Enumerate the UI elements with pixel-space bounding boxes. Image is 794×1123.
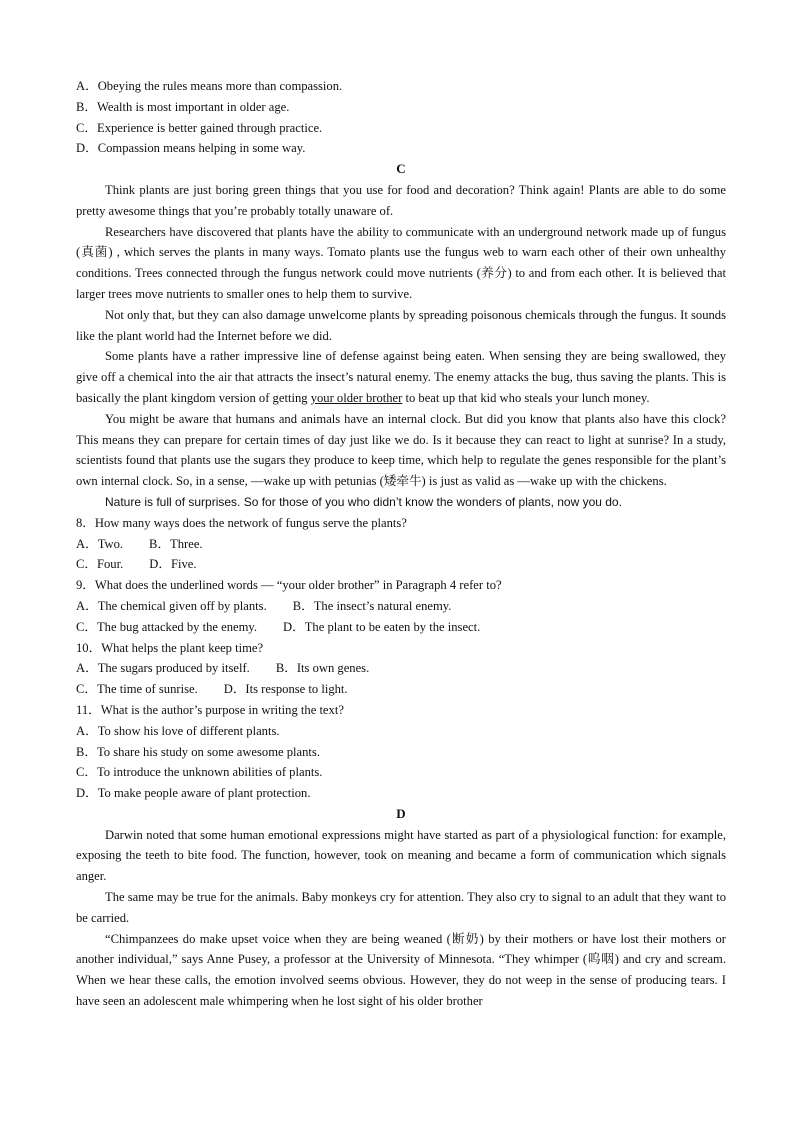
question-9-option-c[interactable]: C．The bug attacked by the enemy. bbox=[76, 619, 258, 634]
question-8-options-row-1 bbox=[76, 534, 726, 555]
question-8-stem: 8．How many ways does the network of fungus serve the plants? bbox=[76, 515, 407, 530]
underlined-phrase: your older brother bbox=[310, 390, 403, 405]
question-11-option-b[interactable]: B．To share his study on some awesome plants. bbox=[76, 744, 320, 759]
prev-option-a[interactable]: A．Obeying the rules means more than compassion. bbox=[76, 79, 343, 93]
question-9-option-d[interactable]: D．The plant to be eaten by the insect. bbox=[283, 619, 481, 634]
question-10-option-d[interactable]: D．Its response to light. bbox=[223, 682, 348, 697]
section-c-paragraph-1: Think plants are just boring green things that you use for food and decoration? Think again! Plants are able to do some pretty awesome things that you’re probably totally unaware of. bbox=[76, 182, 726, 218]
question-9-options-row-2 bbox=[76, 617, 726, 638]
question-11-option-d[interactable]: D．To make people aware of plant protection. bbox=[76, 786, 311, 801]
section-c-paragraph-3: Not only that, but they can also damage unwelcome plants by spreading poisonous chemicals through the fungus. It sounds like the plant world had the Internet before we did. bbox=[76, 307, 726, 343]
question-11-stem: 11．What is the author’s purpose in writing the text? bbox=[76, 702, 344, 717]
section-d-paragraph-2: The same may be true for the animals. Baby monkeys cry for attention. They also cry to signal to an adult that they want to be carried. bbox=[76, 890, 726, 925]
question-11-option-a[interactable]: A．To show his love of different plants. bbox=[76, 723, 280, 738]
prev-option-b[interactable]: B．Wealth is most important in older age. bbox=[76, 99, 290, 114]
question-10-stem: 10．What helps the plant keep time? bbox=[76, 640, 264, 655]
section-d-paragraph-3: “Chimpanzees do make upset voice when they are being weaned (断奶) by their mothers or have lost their mothers or another individual,” says Anne Pusey, a professor at the University of Minnesota. “They whimper (呜咽) and cry and scream. When we hear these calls, the emotion involved seems obvious. However, they do not weep in the sense of producing tears. I have seen an adolescent male whimpering when he lost sight of his older brother bbox=[76, 931, 726, 1009]
prev-option-c[interactable]: C．Experience is better gained through practice. bbox=[76, 120, 323, 135]
question-10-option-a[interactable]: A．The sugars produced by itself. bbox=[76, 661, 250, 676]
section-c-paragraph-6: Nature is full of surprises. So for those of you who didn’t know the wonders of plants, now you do. bbox=[105, 494, 622, 509]
section-d-heading: D bbox=[396, 805, 406, 821]
question-10-option-b[interactable]: B．Its own genes. bbox=[275, 661, 370, 676]
section-c-paragraph-4: Some plants have a rather impressive line of defense against being eaten. When sensing they are being swallowed, they give off a chemical into the air that attracts the insect’s natural enemy. The enemy attacks the bug, thus saving the plants. This is basically the plant kingdom version of getting your older brother to beat up that kid who steals your lunch money. bbox=[76, 349, 726, 405]
question-8-option-c[interactable]: C．Four. bbox=[76, 557, 124, 572]
exam-page bbox=[76, 76, 726, 1009]
prev-option-d[interactable]: D．Compassion means helping in some way. bbox=[76, 141, 306, 156]
question-10-option-c[interactable]: C．The time of sunrise. bbox=[76, 682, 198, 697]
question-9-options-row-1 bbox=[76, 596, 726, 617]
question-8-option-d[interactable]: D．Five. bbox=[149, 557, 197, 572]
question-8-options-row-2 bbox=[76, 554, 726, 575]
question-9-option-a[interactable]: A．The chemical given off by plants. bbox=[76, 598, 267, 613]
section-c-paragraph-2: Researchers have discovered that plants have the ability to communicate with an underground network made up of fungus (真菌) , which serves the plants in many ways. Tomato plants use the fungus web to warn each other of their own unhealthy conditions. Trees connected through the fungus network could move nutrients (养分) to and from each other. It is believed that larger trees move nutrients to smaller ones to help them to survive. bbox=[76, 224, 726, 301]
section-c-paragraph-5: You might be aware that humans and animals have an internal clock. But did you know that plants also have this clock? This means they can prepare for certain times of day just like we do. Is it because they can react to light at sunrise? In a study, scientists found that plants use the sugars they produce to keep time, which help to regulate the genes responsible for the plant’s own internal clock. So, in a sense, —wake up with petunias (矮牵牛) is just as valid as —wake up with the chickens. bbox=[76, 411, 726, 489]
question-9-stem: 9．What does the underlined words — “your older brother” in Paragraph 4 refer to? bbox=[76, 578, 502, 593]
section-c-heading: C bbox=[396, 161, 406, 177]
question-10-options-row-2 bbox=[76, 679, 726, 700]
question-9-option-b[interactable]: B．The insect’s natural enemy. bbox=[292, 598, 452, 613]
section-d-paragraph-1: Darwin noted that some human emotional expressions might have started as part of a physiological function: for example, exposing the teeth to bite food. The function, however, took on meaning and became a form of communication which signals anger. bbox=[76, 827, 726, 884]
question-10-options-row-1 bbox=[76, 658, 726, 679]
question-8-option-a[interactable]: A．Two. bbox=[76, 536, 124, 551]
question-8-option-b[interactable]: B．Three. bbox=[149, 536, 203, 551]
question-11-option-c[interactable]: C．To introduce the unknown abilities of plants. bbox=[76, 765, 323, 780]
